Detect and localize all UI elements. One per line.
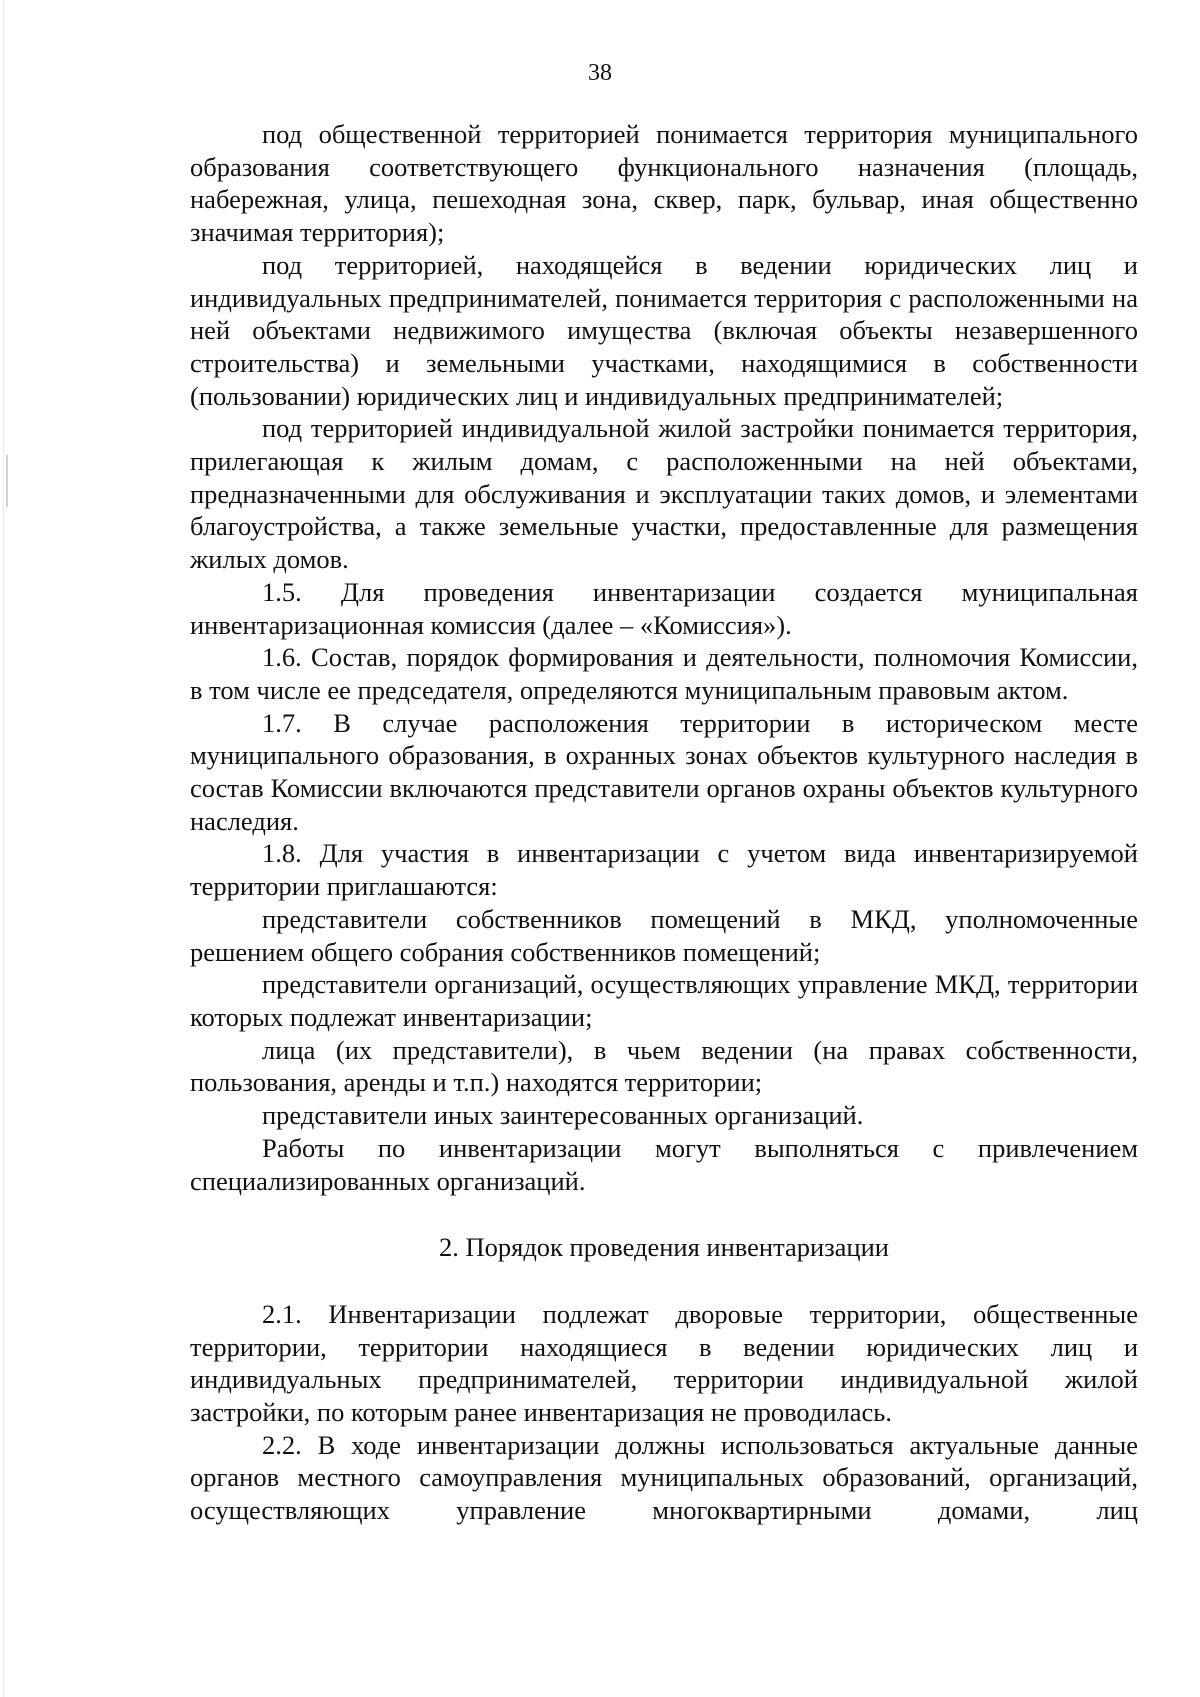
paragraph-1-6: 1.6. Состав, порядок формирования и деятельности, полномочия Комиссии, в том числе ее председателя, определяются муниципальным правовым актом. <box>190 642 1138 705</box>
scan-artifact-mark <box>6 455 8 507</box>
paragraph-public-territory: под общественной территорией понимается территория муниципального образования соответствующего функционального назначения (площадь, набережная, улица, пешеходная зона, сквер, парк, бульвар, иная общественно значимая территория); <box>190 119 1138 248</box>
paragraph-1-5: 1.5. Для проведения инвентаризации создается муниципальная инвентаризационная комиссия (далее – «Комиссия»). <box>190 576 1138 640</box>
paragraph-individual-housing-territory: под территорией индивидуальной жилой застройки понимается территория, прилегающая к жилым домам, с расположенными на ней объектами, предназначенными для обслуживания и эксплуатации таких домов, и элементами благоустройства, а также земельные участки, предоставленные для размещения жилых домов. <box>190 413 1138 575</box>
paragraph-legal-entities-territory: под территорией, находящейся в ведении юридических лиц и индивидуальных предпринимателей, понимается территория с расположенными на ней объектами недвижимого имущества (включая объекты незавершенного строительства) и земельными участками, находящимися в собственности (пользовании) юридических лиц и индивидуальных предпринимателей; <box>190 249 1138 411</box>
scan-edge-line <box>3 0 4 1697</box>
paragraph-1-8: 1.8. Для участия в инвентаризации с учетом вида инвентаризируемой территории приглашаются: <box>190 838 1138 902</box>
paragraph-management-organizations: представители организаций, осуществляющих управление МКД, территории которых подлежат инвентаризации; <box>190 969 1138 1032</box>
document-body <box>190 118 1138 1527</box>
section-heading: 2. Порядок проведения инвентаризации <box>439 1232 889 1263</box>
paragraph-persons-in-charge: лица (их представители), в чьем ведении (на правах собственности, пользования, аренды и т.п.) находятся территории; <box>190 1034 1138 1098</box>
paragraph-2-1: 2.1. Инвентаризации подлежат дворовые территории, общественные территории, территории находящиеся в ведении юридических лиц и индивидуальных предпринимателей, территории индивидуальной жилой застройки, по которым ранее инвентаризация не проводилась. <box>190 1298 1138 1428</box>
paragraph-2-2: 2.2. В ходе инвентаризации должны использоваться актуальные данные органов местного самоуправления муниципальных образований, организаций, осуществляющих управление многоквартирными домами, лиц <box>190 1429 1138 1526</box>
paragraph-1-7: 1.7. В случае расположения территории в историческом месте муниципального образования, в охранных зонах объектов культурного наследия в состав Комиссии включаются представители органов охраны объектов культурного наследия. <box>190 707 1138 836</box>
page-number: 38 <box>588 60 612 86</box>
paragraph-other-organizations: представители иных заинтересованных организаций. <box>262 1100 864 1131</box>
paragraph-specialized-organizations: Работы по инвентаризации могут выполняться с привлечением специализированных организаций. <box>190 1132 1138 1196</box>
paragraph-owners-representatives: представители собственников помещений в МКД, уполномоченные решением общего собрания собственников помещений; <box>190 903 1138 967</box>
